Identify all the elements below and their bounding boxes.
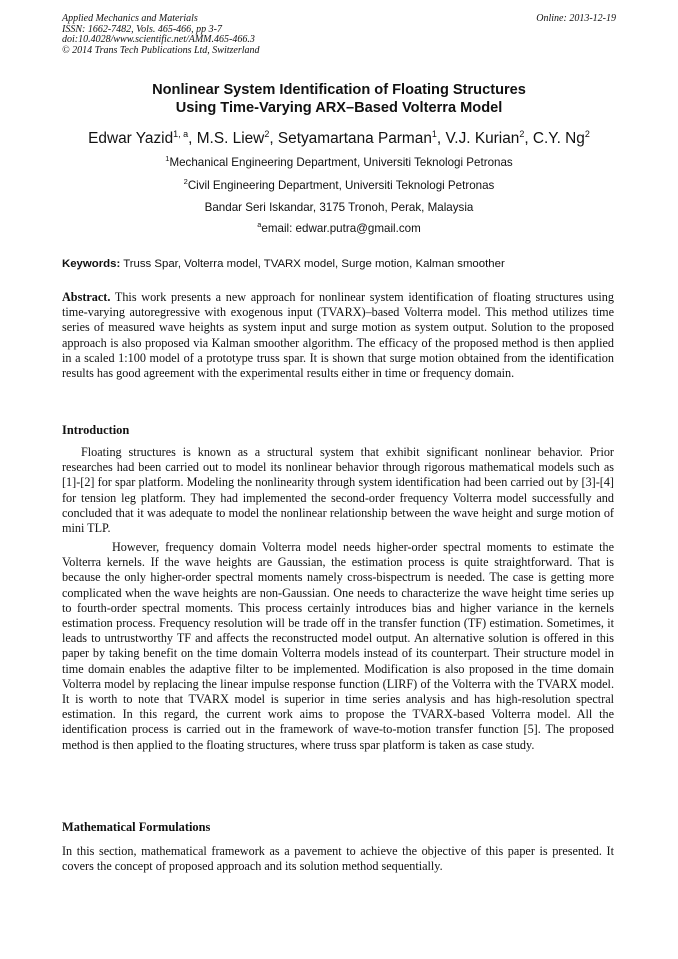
author-affiliation-mark: 2 — [264, 128, 270, 139]
abstract-label: Abstract. — [62, 290, 111, 304]
title-line-1: Nonlinear System Identification of Floating Structures — [152, 82, 526, 98]
affiliation-address: Bandar Seri Iskandar, 3175 Tronoh, Perak, Malaysia — [204, 201, 474, 214]
paper-title — [62, 81, 616, 117]
journal-name: Applied Mechanics and Materials — [62, 13, 198, 24]
author-affiliation-mark: 1, a — [173, 128, 189, 139]
email-mark: a — [257, 220, 262, 230]
author-name: M.S. Liew — [196, 130, 265, 147]
affiliation-text: Mechanical Engineering Department, Universiti Teknologi Petronas — [169, 156, 513, 169]
author-affiliation-mark: 2 — [519, 128, 525, 139]
author-email — [62, 222, 616, 236]
author-name: C.Y. Ng — [532, 130, 585, 147]
affiliation-1 — [62, 156, 616, 170]
author-list: Edwar Yazid$^{1, a}$, M.S. Liew$^2$, Setyamartana Parman$^1$, V.J. Kurian$^2$, C.Y. Ng$^2$ — [88, 128, 590, 147]
journal-doi: doi:10.4028/www.scientific.net/AMM.465-466.3 — [62, 34, 255, 46]
author-name: Setyamartana Parman — [277, 130, 432, 147]
affiliation-text: Civil Engineering Department, Universiti Teknologi Petronas — [187, 179, 495, 192]
journal-copyright: © 2014 Trans Tech Publications Ltd, Switzerland — [62, 44, 260, 56]
abstract — [62, 290, 614, 381]
author-name: Edwar Yazid — [88, 130, 174, 147]
keywords-label: Keywords: — [62, 258, 121, 270]
introduction-paragraph-2: However, frequency domain Volterra model needs higher-order spectral moments to estimate the Volterra kernels. If the wave heights are Gaussian, the estimation process is quite straightforward. That is because the only higher-order spectral moments namely cross-bispectrum is needed. The case is getting more complicated when the wave heights are non-Gaussian. One needs to characterize the wave height time series up to fourth-order spectral moments. This process certainly introduces bias and higher variance in the kernels estimation process. Frequency resolution will be trade off in the transfer function (TF) estimation. Sometimes, it leads to untrustworthy TF and affects the reconstructed model output. An alternative solution is offered in this paper by taking benefit on the time domain Volterra models instead of its counterpart. Their structure model in time domain enables the adaptive filter to be implemented. Modification is also proposed in the time domain Volterra model by replacing the linear impulse response function (LIRF) of the Volterra with the TVARX model. It is worth to note that TVARX model is superior in time series analysis and has high-resolution spectral estimation. In this regard, the current work aims to propose the TVARX-based Volterra model. All the identification process is carried out in the framework of wave-to-motion transfer function [5]. The proposed method is then applied to the floating structures, where truss spar platform is taken as case study. — [62, 540, 614, 752]
author-affiliation-mark: 2 — [584, 128, 590, 139]
abstract-text: This work presents a new approach for nonlinear system identification of floating structures using time-varying autoregressive with exogenous input (TVARX)–based Volterra model. This method utilizes time series of measured wave heights as system input and surge motion as system output. Solution to the proposed approach is also proposed via Kalman smoother algorithm. The efficacy of the proposed method is then applied in a scaled 1:100 model of a prototype truss spar. It is shown that surge motion obtained from the identification results has good agreement with the experimental results either in time or frequency domain. — [62, 290, 614, 381]
affiliation-mark: 2 — [183, 177, 188, 187]
introduction-paragraph-1: Floating structures is known as a structural system that exhibit significant nonlinear behavior. Prior researches had been carried out to model its nonlinear behavior through rigorous mathematical models such as [1]-[2] for spar platform. Modeling the nonlinearity through system identification had been carried out by [3]-[4] for tension leg platform. They had implemented the second-order frequency Volterra model successfully and concluded that it was adequate to model the nonlinear relationship between the wave height and surge motion of mini TLP. — [62, 445, 614, 536]
author-affiliation-mark: 1 — [431, 128, 437, 139]
keywords-text: Truss Spar, Volterra model, TVARX model, Surge motion, Kalman smoother — [120, 258, 505, 270]
affiliation-2 — [62, 179, 616, 193]
journal-issn: ISSN: 1662-7482, Vols. 465-466, pp 3-7 — [62, 23, 222, 35]
keywords — [62, 257, 616, 271]
online-date: Online: 2013-12-19 — [536, 13, 616, 24]
title-line-2: Using Time-Varying ARX–Based Volterra Model — [175, 100, 503, 116]
affiliation-mark: 1 — [165, 154, 170, 164]
section-heading-math: Mathematical Formulations — [62, 820, 211, 834]
journal-header — [62, 14, 616, 56]
math-paragraph-1: In this section, mathematical framework as a pavement to achieve the objective of this paper is presented. It covers the concept of proposed approach and its solution method sequentially. — [62, 844, 614, 874]
author-name: V.J. Kurian — [445, 130, 520, 147]
section-heading-introduction: Introduction — [62, 423, 130, 437]
email-link[interactable]: email: edwar.putra@gmail.com — [261, 222, 421, 235]
